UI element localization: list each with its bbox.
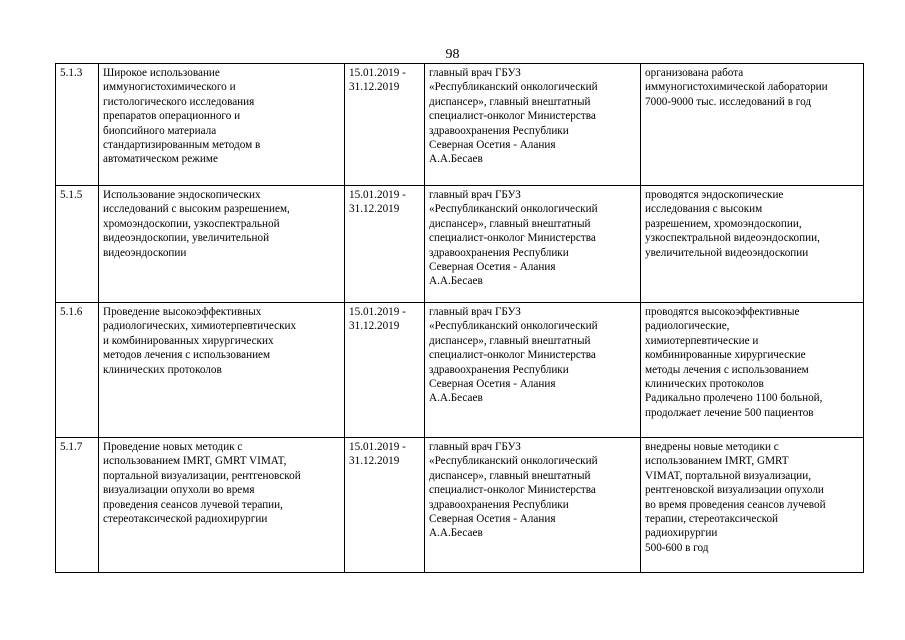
event-cell: Использование эндоскопических исследований с высоким разрешением, хромоэндоскопии, узкоспектральной видеоэндоскопии, увеличительной видеоэндоскопии: [99, 186, 345, 303]
event-cell: Проведение новых методик с использованием IMRT, GMRT VIMAT, портальной визуализации, рентгеновской визуализации опухоли во время проведения сеансов лучевой терапии, стереотаксической радиохирургии: [99, 438, 345, 573]
table-row: [56, 64, 864, 186]
term-cell: 15.01.2019 - 31.12.2019: [345, 438, 425, 573]
term-cell: 15.01.2019 - 31.12.2019: [345, 303, 425, 438]
table-row: [56, 186, 864, 303]
result-cell: проводятся эндоскопические исследования с высоким разрешением, хромоэндоскопии, узкоспектральной видеоэндоскопии, увеличительной видеоэндоскопии: [641, 186, 864, 303]
term-cell: 15.01.2019 - 31.12.2019: [345, 186, 425, 303]
event-cell: Широкое использование иммуногистохимического и гистологического исследования препаратов операционного и биопсийного материала стандартизированным методом в автоматическом режиме: [99, 64, 345, 186]
result-cell: проводятся высокоэффективные радиологические, химиотерпевтические и комбинированные хирургические методы лечения с использованием клинических протоколов Радикально пролечено 1100 больной, продолжает лечение 500 пациентов: [641, 303, 864, 438]
responsible-cell: главный врач ГБУЗ «Республиканский онкологический диспансер», главный внештатный специалист-онколог Министерства здравоохранения Республики Северная Осетия - Алания А.А.Бесаев: [425, 186, 641, 303]
responsible-cell: главный врач ГБУЗ «Республиканский онкологический диспансер», главный внештатный специалист-онколог Министерства здравоохранения Республики Северная Осетия - Алания А.А.Бесаев: [425, 303, 641, 438]
responsible-cell: главный врач ГБУЗ «Республиканский онкологический диспансер», главный внештатный специалист-онколог Министерства здравоохранения Республики Северная Осетия - Алания А.А.Бесаев: [425, 438, 641, 573]
result-cell: внедрены новые методики с использованием IMRT, GMRT VIMAT, портальной визуализации, рентгеновской визуализации опухоли во время проведения сеансов лучевой терапии, стереотаксической радиохирургии 500-600 в год: [641, 438, 864, 573]
responsible-cell: главный врач ГБУЗ «Республиканский онкологический диспансер», главный внештатный специалист-онколог Министерства здравоохранения Республики Северная Осетия - Алания А.А.Бесаев: [425, 64, 641, 186]
result-cell: организована работа иммуногистохимической лаборатории 7000-9000 тыс. исследований в год: [641, 64, 864, 186]
item-number-cell: 5.1.6: [56, 303, 99, 438]
measures-table: [55, 63, 864, 573]
event-cell: Проведение высокоэффективных радиологических, химиотерпевтических и комбинированных хирургических методов лечения с использованием клинических протоколов: [99, 303, 345, 438]
table-row: [56, 438, 864, 573]
item-number-cell: 5.1.7: [56, 438, 99, 573]
table-row: [56, 303, 864, 438]
term-cell: 15.01.2019 - 31.12.2019: [345, 64, 425, 186]
item-number-cell: 5.1.5: [56, 186, 99, 303]
page-number: 98: [445, 47, 460, 62]
item-number-cell: 5.1.3: [56, 64, 99, 186]
